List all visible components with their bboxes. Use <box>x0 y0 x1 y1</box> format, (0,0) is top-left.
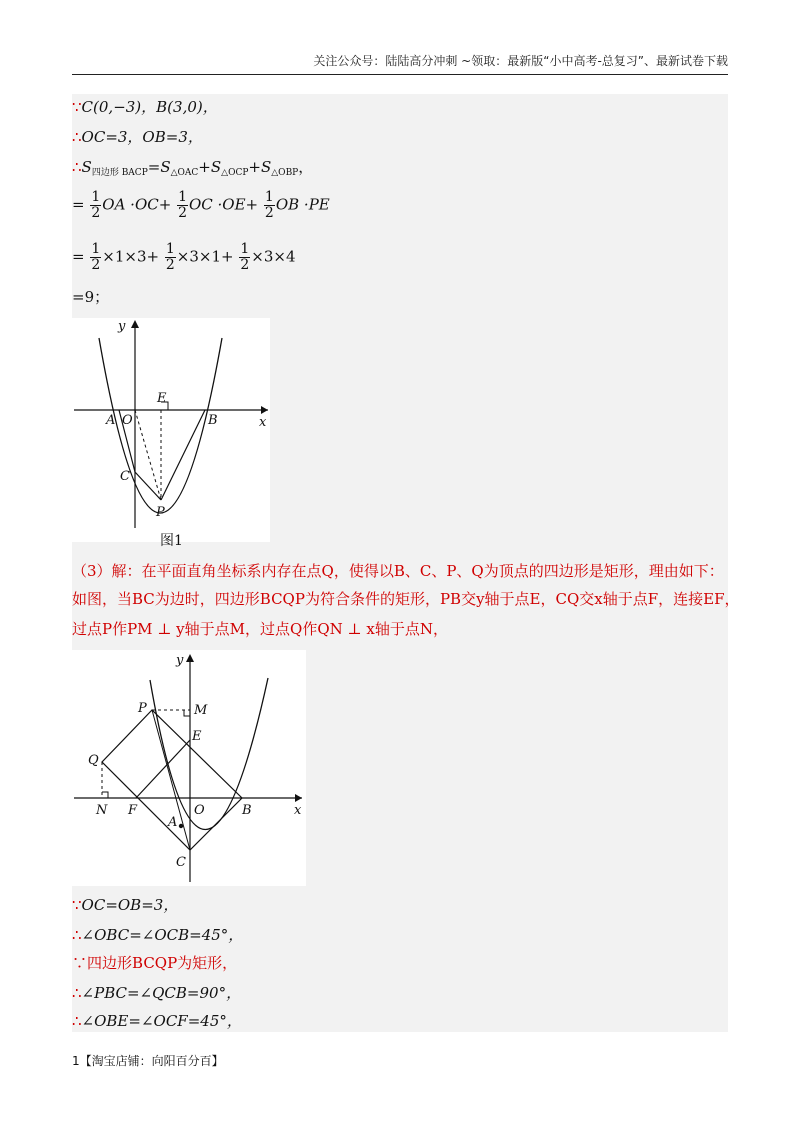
fig2-label-y: y <box>176 653 184 668</box>
fig2-y-arrow <box>186 654 194 662</box>
frac-den: 2 <box>91 205 101 221</box>
frac-den: 2 <box>165 257 175 273</box>
fig1-y-arrow <box>131 320 139 328</box>
fig1-label-a: A <box>106 413 116 428</box>
rectangle-text: 四边形BCQP为矩形， <box>87 954 238 972</box>
line-area-result <box>72 286 109 308</box>
fraction-half <box>264 190 275 221</box>
fig2-right-angle-n <box>102 792 108 798</box>
formula-term1: OA ·OC+ <box>102 195 172 214</box>
fig1-label-x: x <box>259 415 267 430</box>
header-text: 关注公众号：陆陆高分冲刺 ~领取：最新版“小中高考-总复习”、最新试卷下载 <box>313 54 728 68</box>
fraction-half <box>165 242 176 273</box>
area-symbol: S <box>81 158 92 176</box>
solution-content <box>72 94 740 1032</box>
frac-num: 1 <box>165 241 175 257</box>
area-end: ， <box>298 158 314 176</box>
fig1-x-arrow <box>261 406 268 414</box>
because-symbol: ∵ <box>72 98 82 116</box>
frac-den: 2 <box>264 205 274 221</box>
frac-num: 1 <box>240 241 250 257</box>
line-angle-obc <box>72 924 243 946</box>
given-points-text: C(0,−3)，B(3,0)， <box>81 98 218 116</box>
area-subscript: 四边形 BACP <box>91 168 148 178</box>
area-plus1: +S <box>198 158 222 176</box>
frac-den: 2 <box>91 257 101 273</box>
line-area-formula <box>72 190 330 221</box>
therefore-symbol: ∴ <box>72 926 82 944</box>
fraction-half <box>177 190 188 221</box>
figure-2 <box>72 650 306 886</box>
fig2-label-c: C <box>176 855 186 870</box>
fig2-label-f: F <box>128 803 138 818</box>
fraction-half <box>239 242 250 273</box>
fig1-label-o: O <box>122 413 133 428</box>
frac-num: 1 <box>264 189 274 205</box>
line-angle-pbc <box>72 982 241 1004</box>
area-result-text: =9； <box>72 288 110 306</box>
page-header <box>72 52 728 75</box>
fig1-label-y: y <box>118 319 126 334</box>
formula-term3: OB ·PE <box>275 195 330 214</box>
frac-num: 1 <box>91 189 101 205</box>
angle-obc-text: ∠OBC=∠OCB=45°， <box>81 926 244 944</box>
fig2-label-o: O <box>194 803 205 818</box>
oc-eq-ob-text: OC=OB=3， <box>81 896 179 914</box>
numbers-term3: ×3×4 <box>251 247 296 266</box>
frac-den: 2 <box>178 205 187 221</box>
fig2-label-e: E <box>192 729 202 744</box>
fig1-label-c: C <box>120 469 130 484</box>
therefore-symbol: ∴ <box>72 158 82 176</box>
figure-1-svg <box>72 318 270 542</box>
line-given-points <box>72 96 218 118</box>
therefore-symbol: ∴ <box>72 128 82 146</box>
fig1-parabola <box>99 338 222 513</box>
numbers-term1: ×1×3+ <box>102 247 160 266</box>
fig1-label-e: E <box>157 391 167 406</box>
fig2-right-angle-m <box>184 710 190 716</box>
line-oc-eq-ob <box>72 894 178 916</box>
because-symbol: ∵ <box>72 954 88 972</box>
fig1-segment-pb <box>161 410 205 500</box>
therefore-symbol: ∴ <box>72 1012 82 1030</box>
fig2-label-n: N <box>96 803 108 818</box>
fig2-label-b: B <box>242 803 252 818</box>
line-area-sum <box>72 156 313 184</box>
area-sub1: △OAC <box>170 168 199 178</box>
numbers-eq: = <box>72 247 85 266</box>
because-symbol: ∵ <box>72 896 82 914</box>
frac-den: 2 <box>240 257 250 273</box>
part3-line1: （3）解：在平面直角坐标系内存在点Q，使得以B、C、P、Q为顶点的四边形是矩形，理由如下： <box>72 562 724 580</box>
area-eq: =S <box>147 158 171 176</box>
fig2-label-p: P <box>138 701 147 716</box>
formula-term2: OC ·OE+ <box>189 195 259 214</box>
fig2-label-x: x <box>294 803 302 818</box>
line-oc-ob <box>72 126 203 148</box>
line-angle-obe <box>72 1010 242 1032</box>
formula-eq: = <box>72 195 85 214</box>
fig2-point-a <box>179 824 183 828</box>
numbers-term2: ×3×1+ <box>176 247 234 266</box>
area-sub2: △OCP <box>221 168 249 178</box>
line-rectangle <box>72 952 237 974</box>
angle-pbc-text: ∠PBC=∠QCB=90°， <box>81 984 242 1002</box>
angle-obe-text: ∠OBE=∠OCF=45°， <box>81 1012 242 1030</box>
frac-num: 1 <box>91 241 101 257</box>
fig2-label-a: A <box>168 815 178 830</box>
oc-ob-text: OC=3，OB=3， <box>81 128 203 146</box>
part3-line2: 如图，当BC为边时，四边形BCQP为符合条件的矩形，PB交y轴于点E，CQ交x轴于点F，连接EF， <box>72 590 740 608</box>
fig2-label-m: M <box>194 703 208 718</box>
fig1-label-b: B <box>208 413 218 428</box>
figure-2-svg <box>72 650 306 886</box>
area-plus2: +S <box>248 158 272 176</box>
figure-1-caption: 图1 <box>160 533 183 549</box>
page-footer: 1【淘宝店铺：向阳百分百】 <box>72 1054 224 1068</box>
part3-line3: 过点P作PM ⊥ y轴于点M，过点Q作QN ⊥ x轴于点N， <box>72 620 448 638</box>
fraction-half <box>90 190 101 221</box>
figure-1 <box>72 318 270 542</box>
therefore-symbol: ∴ <box>72 984 82 1002</box>
area-sub3: △OBP <box>271 168 299 178</box>
fraction-half <box>90 242 101 273</box>
fig2-x-arrow <box>295 794 302 802</box>
fig1-label-p: P <box>156 505 165 520</box>
frac-num: 1 <box>178 189 187 205</box>
fig2-label-q: Q <box>88 753 99 768</box>
line-area-numbers <box>72 242 296 273</box>
